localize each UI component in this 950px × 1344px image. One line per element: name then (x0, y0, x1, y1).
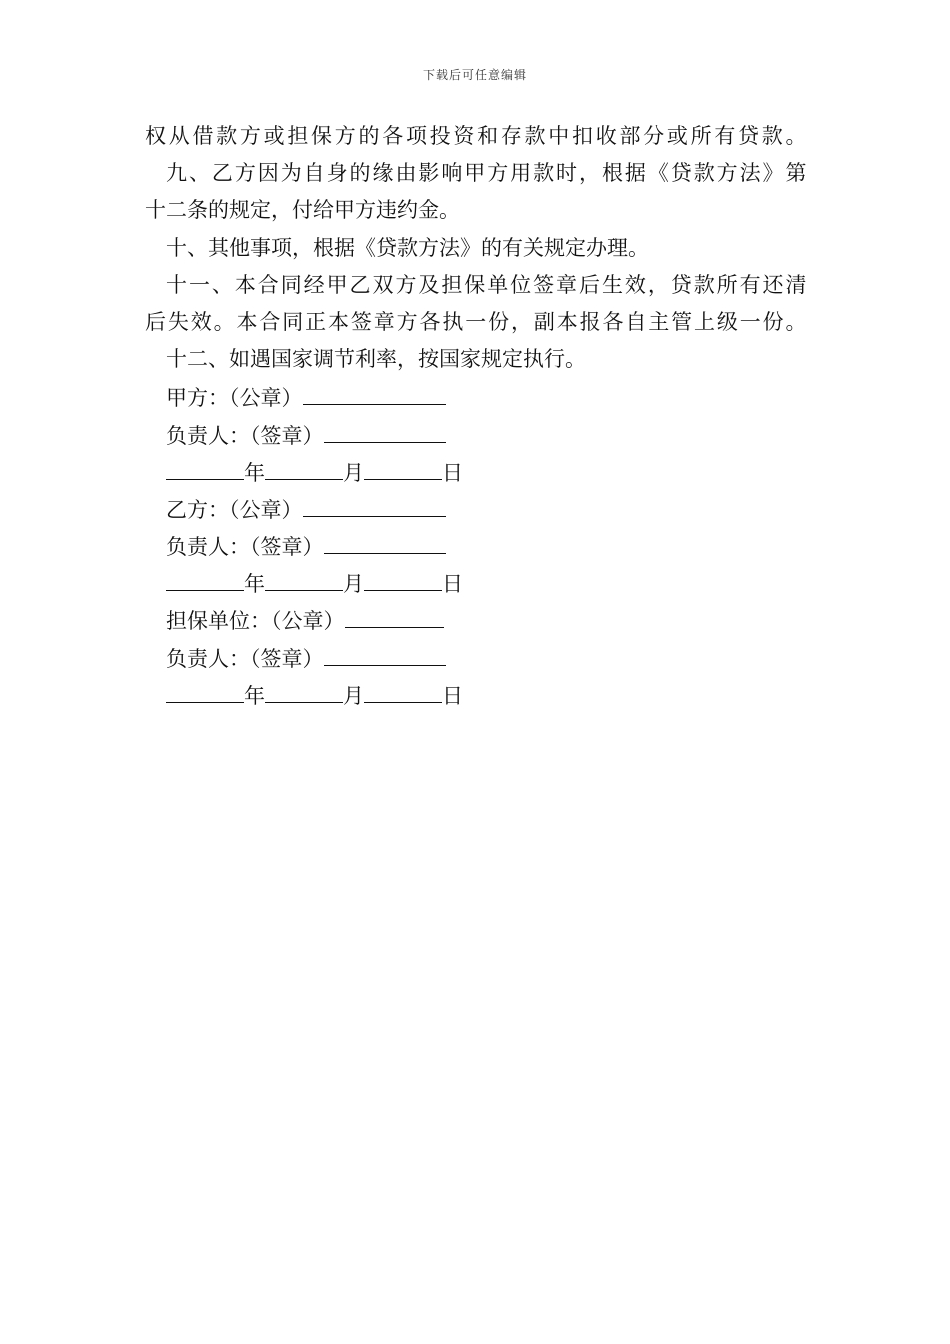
day-label: 日 (442, 572, 463, 597)
party-a-day-blank[interactable] (364, 453, 442, 480)
party-a-rep-label: 负责人：（签章） (166, 423, 324, 448)
year-label: 年 (244, 460, 265, 485)
party-b-rep-label: 负责人：（签章） (166, 535, 324, 560)
guarantor-year-blank[interactable] (166, 676, 244, 703)
paragraph-line: 权从借款方或担保方的各项投资和存款中扣收部分或所有贷款。 (145, 124, 807, 148)
guarantor-month-blank[interactable] (265, 676, 343, 703)
party-a-rep-row (145, 416, 807, 453)
guarantor-label: 担保单位：（公章） (166, 609, 345, 634)
party-b-label: 乙方：（公章） (166, 497, 303, 522)
page-header: 下载后可任意编辑 (422, 68, 527, 82)
clause-10: 十、其他事项，根据《贷款方法》的有关规定办理。 (166, 235, 649, 260)
guarantor-seal-row (145, 601, 807, 638)
guarantor-day-blank[interactable] (364, 676, 442, 703)
clause-11-line-1: 十一、本合同经甲乙双方及担保单位签章后生效，贷款所有还清 (166, 272, 807, 297)
party-a-seal-blank[interactable] (303, 378, 446, 405)
year-label: 年 (244, 572, 265, 597)
party-b-year-blank[interactable] (166, 564, 244, 591)
day-label: 日 (442, 683, 463, 708)
clause-12: 十二、如遇国家调节利率，按国家规定执行。 (166, 347, 586, 372)
party-a-seal-row (145, 378, 807, 415)
guarantor-date-row (145, 676, 807, 713)
guarantor-rep-blank[interactable] (324, 639, 446, 666)
party-a-rep-blank[interactable] (324, 416, 446, 443)
party-a-year-blank[interactable] (166, 453, 244, 480)
party-b-month-blank[interactable] (265, 564, 343, 591)
party-b-seal-row (145, 490, 807, 527)
party-b-rep-row (145, 527, 807, 564)
clause-9-line-2: 十二条的规定，付给甲方违约金。 (145, 198, 460, 223)
party-a-label: 甲方：（公章） (166, 386, 303, 411)
party-b-rep-blank[interactable] (324, 527, 446, 554)
party-a-date-row (145, 453, 807, 490)
day-label: 日 (442, 460, 463, 485)
year-label: 年 (244, 683, 265, 708)
party-b-date-row (145, 564, 807, 601)
party-b-seal-blank[interactable] (303, 490, 446, 517)
guarantor-rep-row (145, 639, 807, 676)
guarantor-seal-blank[interactable] (345, 601, 444, 628)
party-a-month-blank[interactable] (265, 453, 343, 480)
clause-9-line-1: 九、乙方因为自身的缘由影响甲方用款时，根据《贷款方法》第 (166, 161, 807, 186)
guarantor-rep-label: 负责人：（签章） (166, 646, 324, 671)
party-b-day-blank[interactable] (364, 564, 442, 591)
clause-11-line-2: 后失效。本合同正本签章方各执一份，副本报各自主管上级一份。 (145, 309, 807, 334)
month-label: 月 (343, 683, 364, 708)
month-label: 月 (343, 572, 364, 597)
document-body (145, 118, 807, 713)
month-label: 月 (343, 460, 364, 485)
